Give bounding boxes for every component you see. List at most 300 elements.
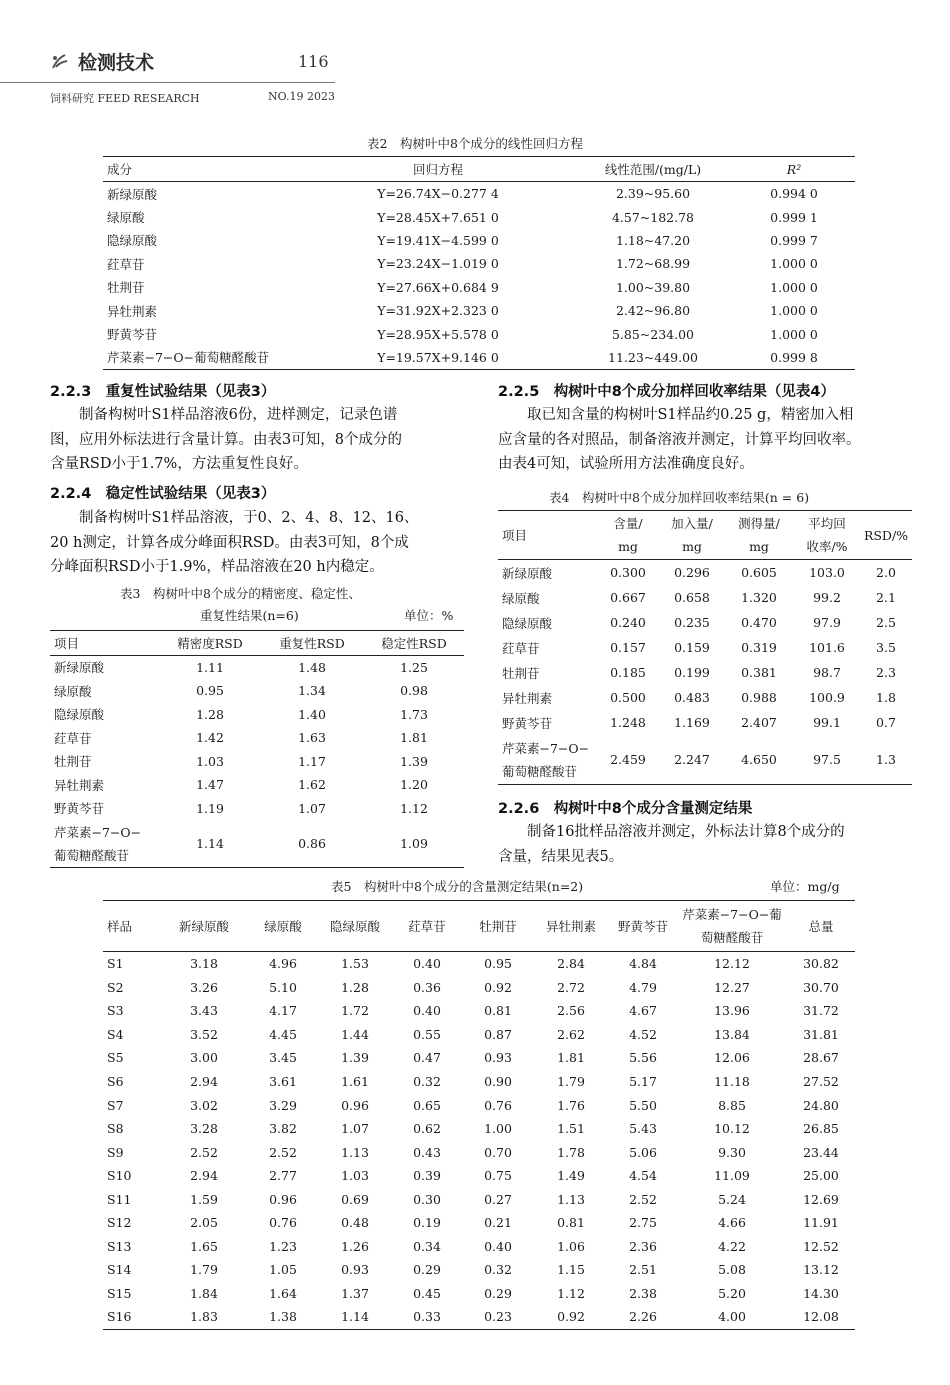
table-cell: 4.57~182.78 [611,209,695,225]
table-cell: 2.39~95.60 [615,186,691,202]
table-cell: 2.26 [629,1309,657,1325]
table-cell: 0.30 [413,1191,441,1207]
table-cell: 1.000 0 [770,303,818,319]
table-cell: 11.23~449.00 [608,349,698,365]
paragraph-line: 20 h测定，计算各成分峰面积RSD。由表3可知，8个成 [50,534,409,551]
paragraph-line: 分峰面积RSD小于1.9%，样品溶液在20 h内稳定。 [50,559,384,575]
table-cell: 3.28 [190,1121,218,1137]
table-row [50,750,464,774]
table-cell: 2.3 [876,665,896,680]
header-line: mg [682,539,702,554]
table-cell: 3.52 [190,1026,218,1042]
table-cell: 0.96 [269,1191,297,1207]
journal-logo-icon [50,52,70,72]
table-cell: 0.159 [674,640,710,655]
table-cell: 97.5 [813,752,841,767]
table-cell: 2.459 [610,752,646,767]
table-cell: 0.34 [413,1238,441,1254]
table-cell: 1.63 [298,730,326,746]
table-cell: S14 [107,1262,132,1278]
table-cell: 0.994 0 [770,186,818,202]
table-cell: 0.36 [413,979,441,995]
table-cell: 5.43 [629,1121,657,1137]
table-cell: 1.49 [557,1168,585,1184]
table-cell: Y=31.92X+2.323 0 [377,303,499,319]
table-cell [50,820,160,868]
table-cell: 2.84 [557,956,585,972]
table4-header-row [498,511,912,560]
paragraph-line: 制备构树叶S1样品溶液6份，进样测定，记录色谱 [79,407,398,423]
table-cell: S3 [107,1003,124,1019]
table4-col-added [660,511,724,560]
table-cell: 2.94 [190,1168,218,1184]
table-cell: S5 [107,1050,124,1066]
table-cell: S7 [107,1097,124,1113]
table-cell: 0.65 [413,1097,441,1113]
table-row [103,1023,855,1047]
table-cell: 103.0 [809,565,845,580]
table-cell: 3.29 [269,1097,297,1113]
table-cell: S4 [107,1026,124,1042]
table2 [103,156,855,370]
table-cell: 1.84 [190,1285,218,1301]
table-cell: S12 [107,1215,132,1231]
table-cell: 1.14 [196,836,224,851]
table-row [103,1282,855,1306]
table4-caption: 表4 构树叶中8个成分加样回收率结果(n = 6) [549,490,810,505]
section-title: 检测技术 [78,52,155,74]
table-cell: 0.23 [484,1309,512,1325]
table-row [103,976,855,1000]
table-row [103,1046,855,1070]
table-cell: 0.39 [413,1168,441,1184]
table-cell: 2.1 [876,590,896,605]
table-cell: 0.470 [741,615,777,630]
table-cell: 1.28 [341,979,369,995]
table5-col-sample: 样品 [107,919,133,934]
table-cell: 1.81 [400,730,428,746]
table-row [103,1093,855,1117]
table-row [50,679,464,703]
table-cell: 0.381 [741,665,777,680]
table-row [103,1164,855,1188]
table-cell: 1.14 [341,1309,369,1325]
table-cell: 0.81 [484,1003,512,1019]
table-cell: 12.27 [714,979,750,995]
table4-col-content [596,511,660,560]
table-cell: 1.07 [298,800,326,816]
table-cell: S1 [107,956,124,972]
table-row [103,1117,855,1141]
table-cell: 4.96 [269,956,297,972]
table-cell: 1.13 [341,1144,369,1160]
table3-col-stability: 稳定性RSD [381,635,447,651]
table5 [103,900,855,1330]
table-cell: 12.06 [714,1050,750,1066]
table-cell: 11.91 [803,1215,839,1231]
table-cell: 0.235 [674,615,710,630]
paragraph-line: 应含量的各对照品，制备溶液并测定，计算平均回收率。 [498,431,861,448]
table-row [103,205,855,228]
section-2-2-5-body [498,403,912,477]
table-row [498,585,912,610]
table-cell: 98.7 [813,665,841,680]
table-cell: 4.45 [269,1026,297,1042]
table-cell: 1.8 [876,690,896,705]
table-cell: 0.95 [196,683,224,699]
section-2-2-5-heading: 2.2.5 构树叶中8个成分加样回收率结果（见表4） [498,384,835,400]
table-cell: 4.79 [629,979,657,995]
paragraph-line: 由表4可知，试验所用方法准确度良好。 [498,456,754,472]
table-cell: 5.20 [718,1285,746,1301]
table-cell: 4.17 [269,1003,297,1019]
table-cell: 1.62 [298,777,326,793]
table-cell: 异牡荆素 [54,777,105,793]
table5-col-scutellarin: 野黄芩苷 [617,919,668,934]
table-cell: 4.54 [629,1168,657,1184]
table-cell: 1.28 [196,706,224,722]
table-cell: 0.76 [269,1215,297,1231]
table-cell: 2.42~96.80 [615,303,691,319]
table5-col-apigenin-glucuronide [677,901,787,952]
table-cell: 3.45 [269,1050,297,1066]
table-cell: 11.09 [714,1168,750,1184]
table-cell: 0.999 7 [770,232,818,248]
table-cell: 0.7 [876,715,896,730]
table-cell: 5.08 [718,1262,746,1278]
table-cell: 绿原酸 [502,590,540,606]
table2-caption: 表2 构树叶中8个成分的线性回归方程 [367,136,583,151]
table3-caption: 表3 构树叶中8个成分的精密度、稳定性、 [120,586,361,601]
table-cell: 1.000 0 [770,326,818,342]
table-cell: 1.38 [269,1309,297,1325]
table-cell: 0.157 [610,640,646,655]
table-cell: 1.81 [557,1050,585,1066]
table-cell: 0.75 [484,1168,512,1184]
row-name-line1: 芹菜素−7−O− [502,740,590,756]
table-cell: 99.2 [813,590,841,605]
table-cell: 0.19 [413,1215,441,1231]
table-row [103,252,855,275]
table4-col-recovery [794,511,860,560]
table2-col-equation: 回归方程 [412,162,463,177]
journal-issue: NO.19 2023 [268,90,335,103]
table-cell: 97.9 [813,615,841,630]
table-cell: 1.47 [196,777,224,793]
table-cell: 1.79 [557,1074,585,1089]
table-cell: 1.65 [190,1238,218,1254]
table-cell: 1.83 [190,1309,218,1325]
table-row [103,299,855,322]
table-cell: 3.18 [190,956,218,972]
table-row [498,660,912,685]
table-cell: 2.38 [629,1285,657,1301]
table-cell: 12.52 [803,1238,839,1254]
table-cell: 0.76 [484,1097,512,1113]
table-cell: 3.61 [269,1074,297,1089]
table-cell: 1.11 [196,659,224,675]
table-cell: 1.320 [741,590,777,605]
table-cell: 8.85 [718,1097,746,1113]
table-row [103,952,855,976]
paragraph-line: 取已知含量的构树叶S1样品约0.25 g，精密加入相 [527,407,854,423]
table-cell: 3.00 [190,1050,218,1066]
table-cell: 4.67 [629,1003,657,1019]
table-cell: 9.30 [718,1144,746,1160]
table-row [103,1305,855,1329]
table3-col-item: 项目 [54,635,80,651]
table-cell: 2.51 [629,1262,657,1278]
table-cell: 1.19 [196,800,224,816]
table3-header-row [50,631,464,656]
table3-col-repeatability: 重复性RSD [279,635,345,651]
table-cell: Y=19.57X+9.146 0 [377,349,499,365]
table-cell: 2.52 [190,1144,218,1160]
table-cell: 0.81 [557,1215,585,1231]
table2-col-range: 线性范围/(mg/L) [604,162,702,177]
table-cell: Y=28.45X+7.651 0 [377,209,499,225]
table-row [498,685,912,710]
table-cell: S2 [107,979,124,995]
table-cell: 1.34 [298,683,326,699]
table-cell: 2.77 [269,1168,297,1184]
table-cell: 牡荆苷 [502,665,540,681]
header-rule [0,82,335,83]
table-cell: 3.82 [269,1121,297,1137]
table-cell: 0.48 [341,1215,369,1231]
table5-col-chlorogenic: 绿原酸 [264,919,302,934]
table-cell: 25.00 [803,1168,839,1184]
table-cell: 1.72~68.99 [615,256,691,272]
table-cell: 1.3 [876,752,896,767]
table-cell: 1.15 [557,1262,585,1278]
table-row [498,635,912,660]
table-cell: 0.45 [413,1285,441,1301]
table4 [498,510,912,785]
table-cell: Y=26.74X−0.277 4 [377,186,499,202]
table-cell: 2.52 [269,1144,297,1160]
table-cell: 2.94 [190,1074,218,1089]
table-cell: 28.67 [803,1050,839,1066]
table-cell: 1.25 [400,659,428,675]
table-cell: 12.12 [714,956,750,972]
table4-col-measured [724,511,794,560]
table-cell: 0.86 [298,836,326,851]
table-cell: 30.82 [803,956,839,972]
header-line: mg [618,539,638,554]
table4-col-item: 项目 [502,528,528,543]
table-cell: 0.32 [484,1262,512,1278]
table-row [103,1258,855,1282]
table3-unit: 单位：% [404,608,454,623]
header-line: 含量/ [613,516,643,531]
journal-name: 饲料研究 FEED RESEARCH [50,92,200,105]
table-cell: 0.47 [413,1050,441,1066]
table-cell: 1.44 [341,1026,369,1042]
table-cell: 2.62 [557,1026,585,1042]
table-row [103,229,855,252]
table-cell: 0.999 1 [770,209,818,225]
table-cell: 1.000 0 [770,279,818,295]
table-cell [498,735,596,785]
table-cell: 0.62 [413,1121,441,1137]
table-cell: 1.64 [269,1285,297,1301]
table-cell: S15 [107,1285,132,1301]
table-cell: 2.247 [674,752,710,767]
section-2-2-4-heading: 2.2.4 稳定性试验结果（见表3） [50,486,276,502]
table-cell: 0.43 [413,1144,441,1160]
table-cell: 3.5 [876,640,896,655]
table-cell: S8 [107,1121,124,1137]
table-cell: 0.605 [741,565,777,580]
table-cell: 1.73 [400,706,428,722]
table-row [498,710,912,735]
table-cell: 2.5 [876,615,896,630]
table-cell: 0.55 [413,1026,441,1042]
table-cell: 野黄芩苷 [502,715,553,731]
table-cell: 牡荆苷 [107,280,145,296]
table-cell: 1.13 [557,1191,585,1207]
table-cell: 1.39 [400,753,428,769]
table-row [103,182,855,206]
table-cell: 0.40 [413,1003,441,1019]
header-line: 萄糖醛酸苷 [700,930,764,945]
table-cell: 13.12 [803,1262,839,1278]
table-cell: 4.66 [718,1215,746,1231]
table-cell: 0.658 [674,590,710,605]
table-cell: 0.296 [674,565,710,580]
table-cell: 30.70 [803,979,839,995]
table-cell: 0.185 [610,665,646,680]
table-cell: 2.52 [629,1191,657,1207]
paragraph-line: 图，应用外标法进行含量计算。由表3可知，8个成分的 [50,431,402,448]
table-row [498,560,912,586]
table-row [103,1235,855,1259]
table-cell: 2.75 [629,1215,657,1231]
table-cell: 0.93 [341,1262,369,1278]
table-cell: 新绿原酸 [54,660,105,676]
table-cell: S13 [107,1238,132,1254]
table-cell: 1.53 [341,956,369,972]
table-cell: 101.6 [809,640,845,655]
table-cell: 1.51 [557,1121,585,1137]
table5-unit: 单位：mg/g [770,879,840,894]
table-cell: 0.40 [413,956,441,972]
section-2-2-3-heading: 2.2.3 重复性试验结果（见表3） [50,384,276,400]
table-cell: 2.05 [190,1215,218,1231]
table-cell: 芹菜素−7−O−葡萄糖醛酸苷 [107,350,270,366]
table-cell: 0.70 [484,1144,512,1160]
table-cell: 隐绿原酸 [54,707,105,723]
table-cell: 1.169 [674,715,710,730]
table-row [498,610,912,635]
table-cell: 1.18~47.20 [615,232,691,248]
table-cell: 1.20 [400,777,428,793]
table-cell: 1.000 0 [770,256,818,272]
table-cell: 0.93 [484,1050,512,1066]
table-cell: 24.80 [803,1097,839,1113]
table-cell: 1.00~39.80 [615,279,691,295]
table-cell: Y=27.66X+0.684 9 [377,279,499,295]
table4-col-rsd: RSD/% [863,527,909,543]
table-row [103,1140,855,1164]
table-cell: 1.61 [341,1074,369,1089]
table-cell: 0.500 [610,690,646,705]
table-cell: 3.26 [190,979,218,995]
table-cell: 5.56 [629,1050,657,1066]
table-cell: 异牡荆素 [502,690,553,706]
table-cell: 2.407 [741,715,777,730]
table-cell: 野黄芩苷 [107,327,158,343]
table-cell: 0.29 [484,1285,512,1301]
table-row [50,703,464,727]
table-cell: 0.483 [674,690,710,705]
table-cell: 26.85 [803,1121,839,1137]
table-cell: 1.09 [400,836,428,851]
table-cell: 0.96 [341,1097,369,1113]
table-cell: 隐绿原酸 [107,233,158,249]
table-cell: 2.36 [629,1238,657,1254]
table-cell: Y=23.24X−1.019 0 [377,256,499,272]
table5-col-vitexin: 牡荆苷 [479,919,517,934]
table-cell: 1.03 [341,1168,369,1184]
row-name-line2: 葡萄糖醛酸苷 [502,763,578,779]
table5-header-row [103,901,855,952]
table5-col-cryptochlorogenic: 隐绿原酸 [329,919,380,934]
paragraph-line: 含量，结果见表5。 [498,848,624,865]
table-cell: 1.26 [341,1238,369,1254]
table2-header-row [103,157,855,182]
table-cell: 0.87 [484,1026,512,1042]
table3-caption-line2: 重复性结果(n=6) [200,608,299,623]
table-cell: 0.319 [741,640,777,655]
table5-col-total: 总量 [808,919,834,934]
header-line: mg [749,539,769,554]
table-cell: 0.300 [610,565,646,580]
table-cell: 1.37 [341,1285,369,1301]
table-cell: 1.42 [196,730,224,746]
table-cell: S10 [107,1168,132,1184]
header-line: 收率/% [806,539,848,554]
table-cell: 4.650 [741,752,777,767]
table-cell: 2.0 [876,565,896,580]
table-cell: 新绿原酸 [502,565,553,581]
table-cell: 1.76 [557,1097,585,1113]
table-cell: 1.79 [190,1262,218,1278]
table-cell: 1.39 [341,1050,369,1066]
table-cell: 野黄芩苷 [54,801,105,817]
table-cell: 1.78 [557,1144,585,1160]
table-row [50,797,464,821]
table-cell: 2.56 [557,1003,585,1019]
table-row [50,655,464,679]
table-cell: 0.240 [610,615,646,630]
table-cell: 1.59 [190,1191,218,1207]
table-cell: 4.00 [718,1309,746,1325]
table-cell: 0.21 [484,1215,512,1231]
table-cell: 5.50 [629,1097,657,1113]
table-cell: 1.40 [298,706,326,722]
table-row [50,726,464,750]
row-name-line2: 葡萄糖醛酸苷 [54,847,130,863]
table-cell: 1.12 [557,1285,585,1301]
table-cell: 荭草苷 [502,640,540,656]
section-2-2-6-body [498,820,912,869]
table-cell: 0.988 [741,690,777,705]
table-cell: 5.85~234.00 [611,326,695,342]
paragraph-line: 制备16批样品溶液并测定，外标法计算8个成分的 [527,824,845,840]
table-cell: 27.52 [803,1074,839,1089]
